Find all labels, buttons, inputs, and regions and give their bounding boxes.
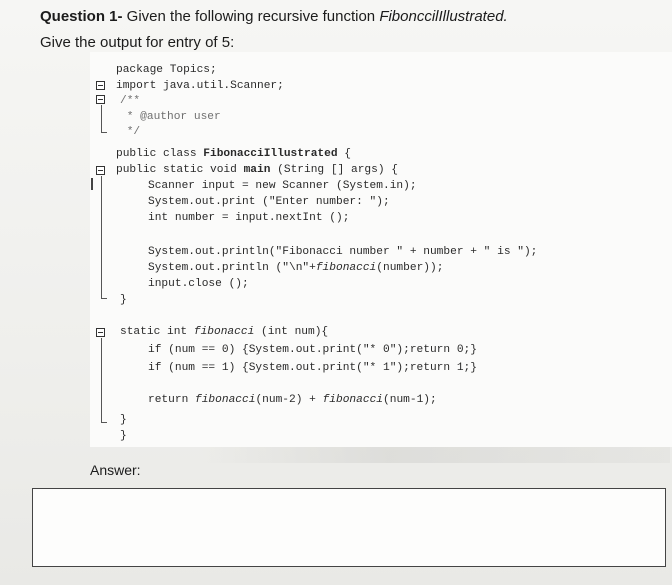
code-line	[116, 147, 351, 161]
function-name: FibonccilIllustrated.	[379, 8, 508, 25]
code-token: static int	[120, 326, 194, 338]
code-token: public static void	[116, 164, 244, 176]
code-line: package Topics;	[116, 64, 217, 76]
code-token: public class	[116, 148, 204, 160]
code-token: (number));	[376, 262, 444, 274]
code-line: Scanner input = new Scanner (System.in);	[148, 180, 417, 192]
code-line: /**	[120, 95, 141, 107]
code-token: System.out.println ("\n"+	[148, 262, 316, 274]
code-line	[120, 325, 328, 339]
code-line: }	[120, 430, 127, 442]
code-token: (num-1);	[383, 394, 437, 406]
class-name: FibonacciIllustrated	[203, 148, 338, 160]
code-text	[90, 52, 538, 442]
code-token: {	[337, 148, 351, 160]
code-token: (String [] args) {	[270, 164, 398, 176]
scan-smudge	[200, 447, 670, 463]
code-line: * @author user	[120, 111, 221, 123]
code-line	[148, 261, 443, 275]
code-line: if (num == 1) {System.out.print("* 1");return 1;}	[148, 362, 477, 374]
method-call: fibonacci	[322, 394, 384, 406]
question-instruction: Give the output for entry of 5:	[40, 34, 235, 51]
code-line: System.out.print ("Enter number: ");	[148, 196, 390, 208]
code-line: int number = input.nextInt ();	[148, 212, 350, 224]
code-line: System.out.println("Fibonacci number " + number + " is ");	[148, 246, 538, 258]
question-title	[40, 8, 508, 25]
answer-label: Answer:	[90, 462, 141, 478]
code-listing	[90, 52, 672, 447]
question-number: Question 1-	[40, 8, 123, 25]
answer-box[interactable]	[32, 488, 666, 567]
code-line	[116, 163, 398, 177]
code-line: import java.util.Scanner;	[116, 80, 284, 92]
fold-guide	[101, 422, 107, 423]
method-call: fibonacci	[315, 262, 377, 274]
code-line	[148, 393, 437, 407]
code-token: (int num){	[254, 326, 329, 338]
code-token: return	[148, 394, 195, 406]
code-line: */	[120, 126, 141, 138]
method-call: fibonacci	[195, 394, 256, 406]
code-line: input.close ();	[148, 278, 249, 290]
question-text: Given the following recursive function	[122, 8, 380, 25]
method-name: main	[243, 164, 271, 176]
code-line: }	[120, 294, 127, 306]
code-line: if (num == 0) {System.out.print("* 0");return 0;}	[148, 344, 477, 356]
method-name: fibonacci	[193, 326, 255, 338]
code-line: }	[120, 414, 127, 426]
code-token: (num-2) +	[255, 394, 323, 406]
